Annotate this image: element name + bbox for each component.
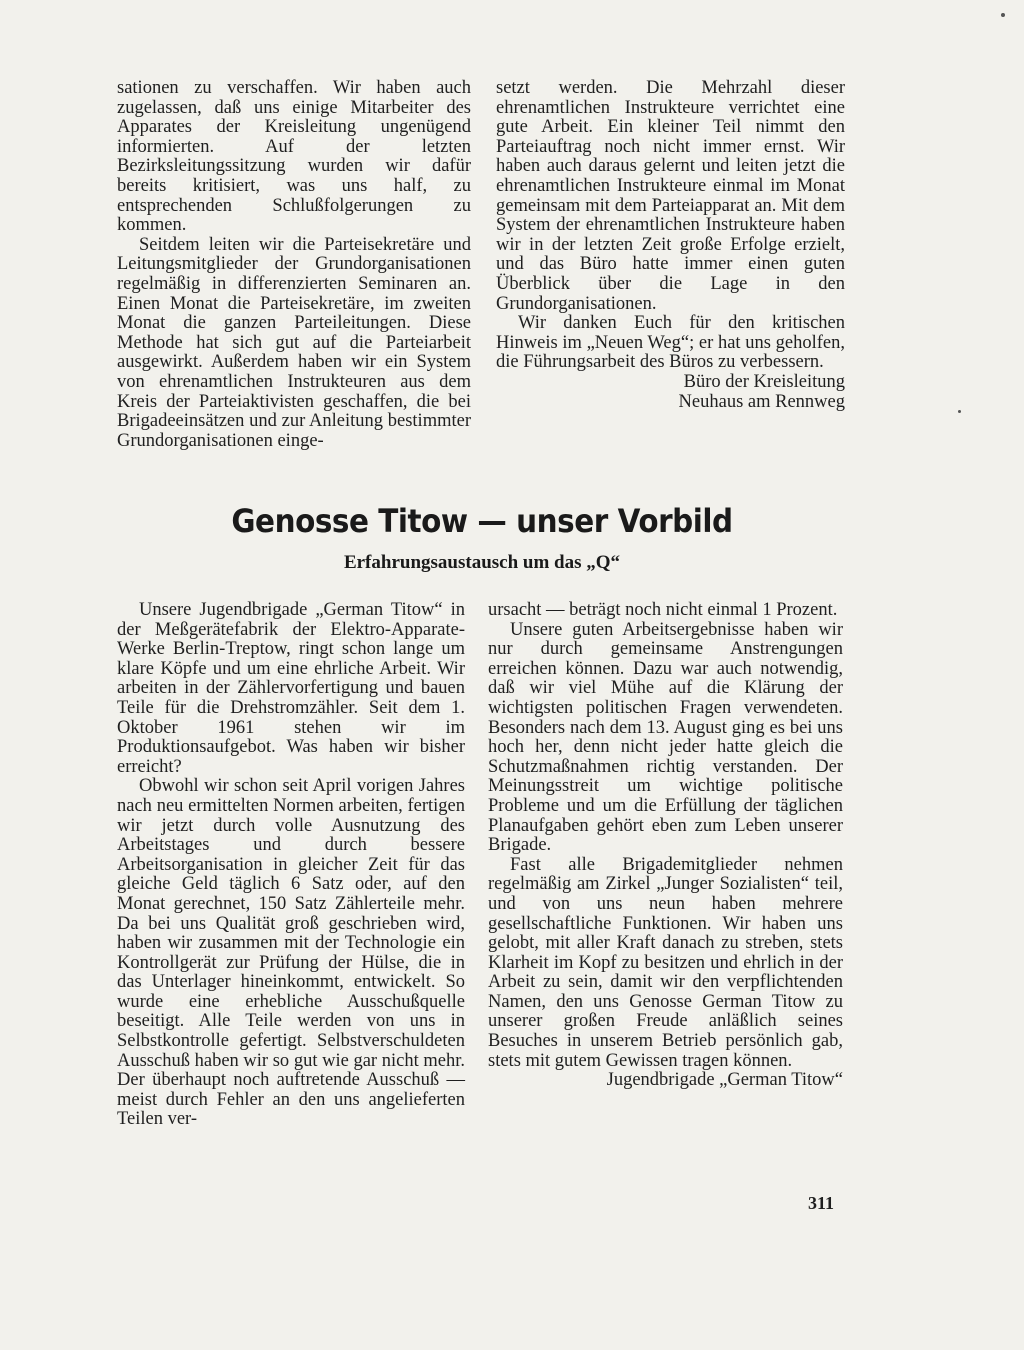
signature-line: Neuhaus am Rennweg	[678, 391, 845, 412]
paragraph: Seitdem leiten wir die Parteisekretäre und Leitungsmitglieder der Grundorganisationen regelmäßig in differenzierten Seminaren an. Einen Monat die Parteisekretäre, im zweiten Monat die ganzen Parteileitungen. Diese Methode hat sich gut auf die Parteiarbeit ausgewirkt. Außerdem haben wir ein System von ehrenamtlichen Instrukteuren aus dem Kreis der Parteiaktivisten geschaffen, die bei Brigadeeinsätzen und zur Anleitung bestimmter Grundorganisationen einge-	[117, 234, 471, 451]
paragraph: Wir danken Euch für den kritischen Hinweis im „Neuen Weg“; er hat uns geholfen, die Führungsarbeit des Büros zu verbessern.	[496, 313, 845, 373]
paragraph: Fast alle Brigademitglieder nehmen regelmäßig am Zirkel „Junger Sozialisten“ teil, und von uns neun haben mehrere gesellschaftliche Funktionen. Wir haben uns gelobt, mit aller Kraft danach zu streben, stets Klarheit im Kopf zu besitzen und ehrlich in der Arbeit zu sein, damit wir den verpflichtenden Namen, den uns Genosse German Titow zu unserer großen Freude anläßlich seines Besuches in unserem Betrieb persönlich gab, stets mit gutem Gewissen tragen können.	[488, 854, 843, 1071]
article2-left-column	[117, 601, 465, 1130]
paragraph: sationen zu verschaffen. Wir haben auch zugelassen, daß uns einige Mitarbeiter des Apparates der Kreisleitung ungenügend informierten. Auf der letzten Bezirksleitungssitzung wurden wir dafür bereits kritisiert, was uns half, zu entsprechenden Schlußfolgerungen zu kommen.	[117, 78, 471, 236]
paragraph: ursacht — beträgt noch nicht einmal 1 Prozent.	[488, 600, 838, 620]
article2-right-column	[488, 601, 843, 1091]
signature-line: Jugendbrigade „German Titow“	[606, 1070, 843, 1091]
paragraph: setzt werden. Die Mehrzahl dieser ehrenamtlichen Instrukteure verrichtet eine gute Arbeit. Ein kleiner Teil nimmt den Parteiauftrag noch nicht immer ernst. Wir haben auch daraus gelernt und leiten jetzt die ehrenamtlichen Instrukteure einmal im Monat gemeinsam mit dem Parteiapparat an. Mit dem System der ehrenamtlichen Instrukteure haben wir in der letzten Zeit große Erfolge erzielt, und das Büro hatte immer einen guten Überblick über die Lage in den Grundorganisationen.	[496, 78, 845, 314]
page-number: 311	[808, 1193, 835, 1213]
paragraph: Unsere Jugendbrigade „German Titow“ in der Meßgerätefabrik der Elektro-Apparate-Werke Berlin-Treptow, ringt schon lange um klare Köpfe und um eine ehrliche Arbeit. Wir arbeiten in der Zählervorfertigung und bauen Teile für die Drehstromzähler. Seit dem 1. Oktober 1961 stehen wir im Produktionsaufgebot. Was haben wir bisher erreicht?	[117, 600, 465, 777]
paragraph: Obwohl wir schon seit April vorigen Jahres nach neu ermittelten Normen arbeiten, fertigen wir jetzt durch volle Ausnutzung des Arbeitstages und durch bessere Arbeitsorganisation in gleicher Zeit für das gleiche Geld täglich 6 Satz oder, auf den Monat gerechnet, 150 Satz Zählerteile mehr. Da bei uns Qualität groß geschrieben wird, haben wir zusammen mit der Technologie ein Kontrollgerät zur Prüfung der Hülse, die in das Unterlager hineinkommt, entwickelt. So wurde eine erhebliche Ausschußquelle beseitigt. Alle Teile werden von uns in Selbstkontrolle gefertigt. Selbstverschuldeten Ausschuß haben wir so gut wie gar nicht mehr. Der überhaupt noch auftretende Ausschuß — meist durch Fehler an den uns angelieferten Teilen ver-	[117, 776, 465, 1130]
article-subtitle: Erfahrungsaustausch um das „Q“	[343, 552, 621, 573]
paragraph: Unsere guten Arbeitsergebnisse haben wir nur durch gemeinsame Anstrengungen erreichen können. Dazu war auch notwendig, daß wir viel Mühe auf die Klärung der wichtigsten politischen Fragen verwendeten. Besonders nach dem 13. August ging es bei uns hoch her, denn nicht jeder hatte gleich die Schutzmaßnahmen richtig verstanden. Der Meinungsstreit um wichtige politische Probleme und um die Erfüllung der täglichen Planaufgaben gehört eben zum Leben unserer Brigade.	[488, 619, 843, 856]
article-title: Genosse Titow — unser Vorbild	[231, 502, 733, 540]
scan-speck	[958, 410, 961, 413]
article1-left-column	[117, 79, 471, 451]
signature-line: Büro der Kreisleitung	[683, 371, 845, 392]
scan-speck	[1001, 13, 1005, 17]
article1-right-column	[496, 79, 845, 412]
